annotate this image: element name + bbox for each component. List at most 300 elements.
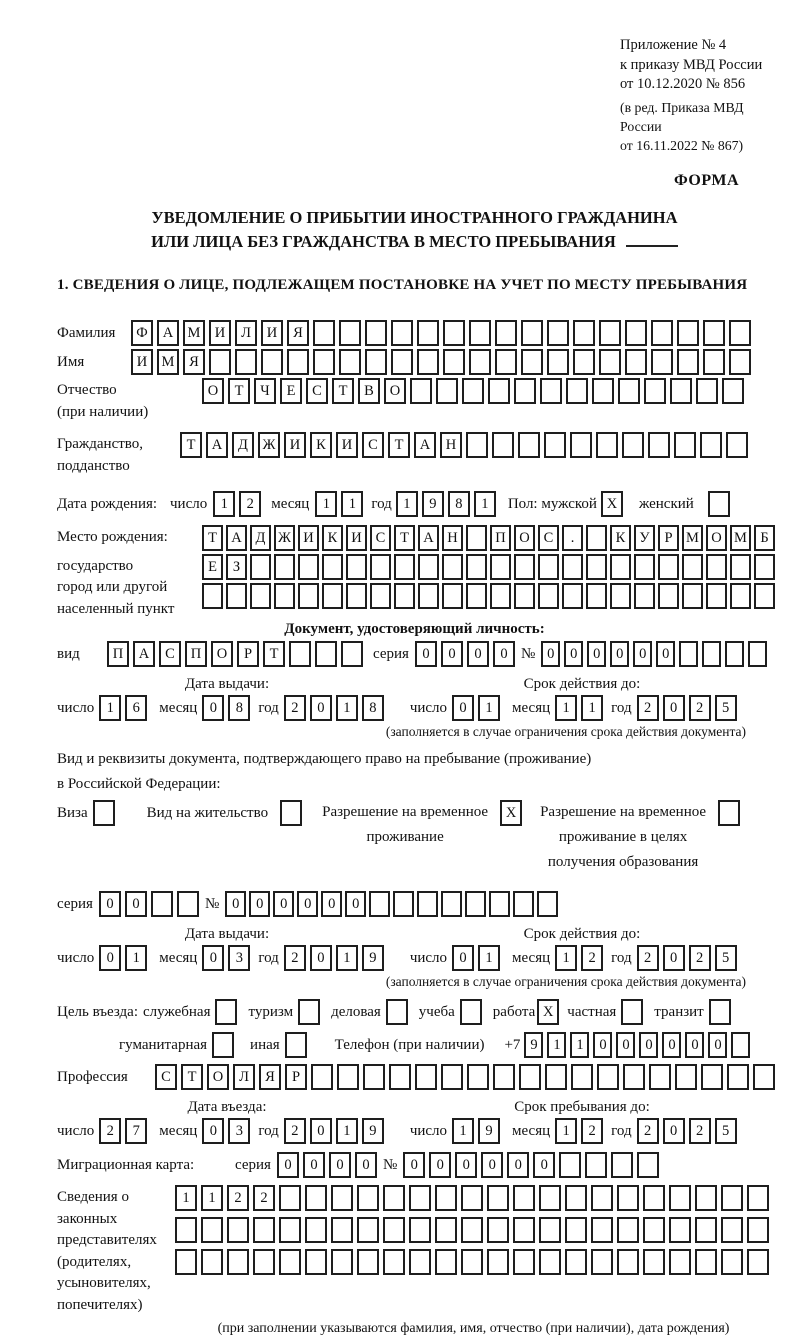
birth-place-cell[interactable]: О — [514, 525, 535, 551]
representative-cell[interactable] — [435, 1249, 457, 1275]
surname-cell[interactable] — [495, 320, 517, 346]
stay-month-cell[interactable]: 2 — [581, 1118, 603, 1144]
doc-type-cell[interactable]: Т — [263, 641, 285, 667]
representative-cell[interactable] — [279, 1217, 301, 1243]
birth-place-cell[interactable] — [490, 554, 511, 580]
mc-number-cell[interactable]: 0 — [481, 1152, 503, 1178]
birth-place-cell[interactable] — [682, 554, 703, 580]
patronymic-cell[interactable] — [722, 378, 744, 404]
representative-cell[interactable] — [461, 1185, 483, 1211]
profession-cell[interactable] — [337, 1064, 359, 1090]
phone-digit-cell[interactable]: 0 — [662, 1032, 681, 1058]
representative-cell[interactable] — [357, 1217, 379, 1243]
representative-cell[interactable] — [539, 1185, 561, 1211]
representative-cell[interactable] — [643, 1185, 665, 1211]
representative-cell[interactable] — [643, 1217, 665, 1243]
representative-cell[interactable] — [435, 1217, 457, 1243]
birth-place-cell[interactable] — [586, 554, 607, 580]
birth-place-cell[interactable] — [466, 554, 487, 580]
residence-number-cell[interactable]: 0 — [273, 891, 294, 917]
stay-month-cell[interactable]: 1 — [555, 1118, 577, 1144]
surname-cell[interactable] — [599, 320, 621, 346]
birth-place-cell[interactable]: И — [298, 525, 319, 551]
given-name-cell[interactable] — [339, 349, 361, 375]
given-name-cell[interactable] — [235, 349, 257, 375]
phone-digit-cell[interactable]: 9 — [524, 1032, 543, 1058]
citizenship-cell[interactable] — [596, 432, 618, 458]
validity-year-cell[interactable]: 2 — [637, 945, 659, 971]
birth-place-cell[interactable]: А — [418, 525, 439, 551]
representative-cell[interactable] — [695, 1185, 717, 1211]
citizenship-cell[interactable] — [674, 432, 696, 458]
mc-series-cell[interactable]: 0 — [329, 1152, 351, 1178]
patronymic-cell[interactable] — [670, 378, 692, 404]
validity-month-cell[interactable]: 1 — [555, 695, 577, 721]
profession-cell[interactable] — [363, 1064, 385, 1090]
doc-type-cell[interactable] — [289, 641, 311, 667]
residence-number-cell[interactable] — [441, 891, 462, 917]
profession-cell[interactable] — [597, 1064, 619, 1090]
entry-day-cell[interactable]: 7 — [125, 1118, 147, 1144]
given-name-cell[interactable]: М — [157, 349, 179, 375]
birth-place-cell[interactable]: Т — [394, 525, 415, 551]
birth-place-cell[interactable] — [202, 583, 223, 609]
birth-place-cell[interactable] — [418, 583, 439, 609]
issue-year-cell[interactable]: 1 — [336, 695, 358, 721]
entry-day-cell[interactable]: 2 — [99, 1118, 121, 1144]
birth-place-cell[interactable] — [466, 583, 487, 609]
birth-place-cell[interactable] — [706, 583, 727, 609]
surname-cell[interactable] — [417, 320, 439, 346]
profession-cell[interactable]: Л — [233, 1064, 255, 1090]
representative-cell[interactable] — [331, 1249, 353, 1275]
issue-month-cell[interactable]: 3 — [228, 945, 250, 971]
surname-cell[interactable]: Л — [235, 320, 257, 346]
doc-number-cell[interactable]: 0 — [587, 641, 606, 667]
birth-place-cell[interactable]: К — [610, 525, 631, 551]
citizenship-cell[interactable]: С — [362, 432, 384, 458]
representative-cell[interactable] — [487, 1185, 509, 1211]
birth-place-cell[interactable]: И — [346, 525, 367, 551]
given-name-cell[interactable] — [209, 349, 231, 375]
birth-place-cell[interactable] — [754, 554, 775, 580]
profession-cell[interactable] — [675, 1064, 697, 1090]
patronymic-cell[interactable] — [540, 378, 562, 404]
representative-cell[interactable] — [539, 1249, 561, 1275]
purpose-humanitarian-cell[interactable] — [212, 1032, 234, 1058]
birth-place-cell[interactable] — [586, 525, 607, 551]
doc-type-cell[interactable]: О — [211, 641, 233, 667]
birth-place-cell[interactable] — [658, 583, 679, 609]
birth-place-cell[interactable] — [346, 554, 367, 580]
doc-number-cell[interactable]: 0 — [610, 641, 629, 667]
doc-number-cell[interactable] — [679, 641, 698, 667]
doc-series-cell[interactable]: 0 — [493, 641, 515, 667]
representative-cell[interactable] — [201, 1249, 223, 1275]
representative-cell[interactable] — [409, 1217, 431, 1243]
representative-cell[interactable]: 1 — [175, 1185, 197, 1211]
purpose-official-cell[interactable] — [215, 999, 237, 1025]
doc-number-cell[interactable] — [702, 641, 721, 667]
mc-number-cell[interactable] — [611, 1152, 633, 1178]
validity-year-cell[interactable]: 2 — [689, 695, 711, 721]
phone-digit-cell[interactable]: 1 — [547, 1032, 566, 1058]
issue-year-cell[interactable]: 2 — [284, 945, 306, 971]
issue-month-cell[interactable]: 0 — [202, 695, 224, 721]
citizenship-cell[interactable] — [622, 432, 644, 458]
profession-cell[interactable] — [727, 1064, 749, 1090]
representative-cell[interactable] — [305, 1217, 327, 1243]
birth-place-cell[interactable] — [658, 554, 679, 580]
representative-cell[interactable] — [669, 1249, 691, 1275]
doc-type-cell[interactable]: А — [133, 641, 155, 667]
representative-cell[interactable] — [669, 1217, 691, 1243]
mc-series-cell[interactable]: 0 — [277, 1152, 299, 1178]
surname-cell[interactable] — [703, 320, 725, 346]
given-name-cell[interactable]: И — [131, 349, 153, 375]
doc-type-cell[interactable] — [315, 641, 337, 667]
representative-cell[interactable]: 2 — [227, 1185, 249, 1211]
birth-place-cell[interactable] — [562, 583, 583, 609]
given-name-cell[interactable] — [469, 349, 491, 375]
profession-cell[interactable] — [753, 1064, 775, 1090]
mc-number-cell[interactable]: 0 — [429, 1152, 451, 1178]
issue-day-cell[interactable]: 1 — [125, 945, 147, 971]
birth-place-cell[interactable] — [634, 554, 655, 580]
phone-digit-cell[interactable]: 0 — [616, 1032, 635, 1058]
profession-cell[interactable] — [571, 1064, 593, 1090]
entry-month-cell[interactable]: 3 — [228, 1118, 250, 1144]
doc-number-cell[interactable] — [725, 641, 744, 667]
citizenship-cell[interactable] — [726, 432, 748, 458]
citizenship-cell[interactable] — [648, 432, 670, 458]
profession-cell[interactable] — [545, 1064, 567, 1090]
representative-cell[interactable] — [409, 1185, 431, 1211]
doc-number-cell[interactable]: 0 — [564, 641, 583, 667]
doc-number-cell[interactable]: 0 — [541, 641, 560, 667]
birth-place-cell[interactable] — [370, 583, 391, 609]
birth-place-cell[interactable] — [466, 525, 487, 551]
birth-place-cell[interactable] — [370, 554, 391, 580]
birth-place-cell[interactable] — [442, 583, 463, 609]
phone-digit-cell[interactable] — [731, 1032, 750, 1058]
doc-series-cell[interactable]: 0 — [467, 641, 489, 667]
birth-place-cell[interactable]: Б — [754, 525, 775, 551]
residence-number-cell[interactable] — [369, 891, 390, 917]
citizenship-cell[interactable]: А — [414, 432, 436, 458]
purpose-tourism-cell[interactable] — [298, 999, 320, 1025]
patronymic-cell[interactable] — [410, 378, 432, 404]
mc-series-cell[interactable]: 0 — [355, 1152, 377, 1178]
birth-place-cell[interactable] — [730, 554, 751, 580]
representative-cell[interactable] — [513, 1217, 535, 1243]
surname-cell[interactable] — [547, 320, 569, 346]
representative-cell[interactable] — [617, 1217, 639, 1243]
surname-cell[interactable]: Ф — [131, 320, 153, 346]
residence-number-cell[interactable] — [393, 891, 414, 917]
mc-number-cell[interactable]: 0 — [403, 1152, 425, 1178]
citizenship-cell[interactable] — [700, 432, 722, 458]
representative-cell[interactable] — [409, 1249, 431, 1275]
doc-type-cell[interactable]: Р — [237, 641, 259, 667]
rvpo-checkbox-cell[interactable] — [718, 800, 740, 826]
representative-cell[interactable] — [617, 1249, 639, 1275]
doc-series-cell[interactable]: 0 — [441, 641, 463, 667]
birth-place-cell[interactable] — [610, 554, 631, 580]
patronymic-cell[interactable]: Т — [332, 378, 354, 404]
validity-year-cell[interactable]: 2 — [637, 695, 659, 721]
birth-place-cell[interactable] — [322, 583, 343, 609]
phone-digit-cell[interactable]: 0 — [685, 1032, 704, 1058]
representative-cell[interactable] — [279, 1249, 301, 1275]
representative-cell[interactable] — [565, 1217, 587, 1243]
profession-cell[interactable] — [311, 1064, 333, 1090]
surname-cell[interactable] — [365, 320, 387, 346]
validity-year-cell[interactable]: 0 — [663, 695, 685, 721]
purpose-work-cell[interactable]: X — [537, 999, 559, 1025]
representative-cell[interactable] — [695, 1249, 717, 1275]
validity-year-cell[interactable]: 5 — [715, 695, 737, 721]
stay-day-cell[interactable]: 1 — [452, 1118, 474, 1144]
residence-number-cell[interactable]: 0 — [225, 891, 246, 917]
birth-place-cell[interactable]: К — [322, 525, 343, 551]
representative-cell[interactable] — [227, 1217, 249, 1243]
birth-year-cell[interactable]: 1 — [474, 491, 496, 517]
residence-series-cell[interactable] — [177, 891, 199, 917]
surname-cell[interactable] — [651, 320, 673, 346]
representative-cell[interactable] — [461, 1217, 483, 1243]
birth-place-cell[interactable]: М — [682, 525, 703, 551]
citizenship-cell[interactable]: К — [310, 432, 332, 458]
birth-place-cell[interactable]: А — [226, 525, 247, 551]
surname-cell[interactable]: М — [183, 320, 205, 346]
birth-place-cell[interactable]: У — [634, 525, 655, 551]
patronymic-cell[interactable]: О — [202, 378, 224, 404]
birth-place-cell[interactable] — [514, 583, 535, 609]
representative-cell[interactable] — [643, 1249, 665, 1275]
representative-cell[interactable] — [461, 1249, 483, 1275]
profession-cell[interactable]: Р — [285, 1064, 307, 1090]
residence-number-cell[interactable] — [537, 891, 558, 917]
issue-year-cell[interactable]: 2 — [284, 695, 306, 721]
given-name-cell[interactable] — [391, 349, 413, 375]
purpose-transit-cell[interactable] — [709, 999, 731, 1025]
citizenship-cell[interactable]: Т — [388, 432, 410, 458]
given-name-cell[interactable] — [625, 349, 647, 375]
patronymic-cell[interactable] — [592, 378, 614, 404]
birth-place-cell[interactable] — [490, 583, 511, 609]
mc-number-cell[interactable]: 0 — [533, 1152, 555, 1178]
entry-year-cell[interactable]: 1 — [336, 1118, 358, 1144]
sex-female-checkbox-cell[interactable] — [708, 491, 730, 517]
stay-year-cell[interactable]: 2 — [637, 1118, 659, 1144]
given-name-cell[interactable] — [573, 349, 595, 375]
given-name-cell[interactable] — [495, 349, 517, 375]
given-name-cell[interactable] — [651, 349, 673, 375]
birth-place-cell[interactable] — [442, 554, 463, 580]
birth-place-cell[interactable] — [322, 554, 343, 580]
representative-cell[interactable] — [331, 1217, 353, 1243]
doc-number-cell[interactable] — [748, 641, 767, 667]
given-name-cell[interactable] — [417, 349, 439, 375]
birth-year-cell[interactable]: 8 — [448, 491, 470, 517]
birth-place-cell[interactable] — [682, 583, 703, 609]
mc-number-cell[interactable] — [637, 1152, 659, 1178]
doc-type-cell[interactable]: С — [159, 641, 181, 667]
birth-place-cell[interactable]: Р — [658, 525, 679, 551]
validity-year-cell[interactable]: 5 — [715, 945, 737, 971]
representative-cell[interactable] — [357, 1185, 379, 1211]
purpose-study-cell[interactable] — [460, 999, 482, 1025]
birth-year-cell[interactable]: 9 — [422, 491, 444, 517]
residence-number-cell[interactable]: 0 — [297, 891, 318, 917]
validity-day-cell[interactable]: 0 — [452, 945, 474, 971]
birth-place-cell[interactable] — [394, 583, 415, 609]
stay-year-cell[interactable]: 0 — [663, 1118, 685, 1144]
birth-place-cell[interactable]: Н — [442, 525, 463, 551]
birth-place-cell[interactable] — [610, 583, 631, 609]
birth-place-cell[interactable] — [226, 583, 247, 609]
patronymic-cell[interactable] — [618, 378, 640, 404]
representative-cell[interactable] — [617, 1185, 639, 1211]
representative-cell[interactable]: 2 — [253, 1185, 275, 1211]
phone-digit-cell[interactable]: 0 — [639, 1032, 658, 1058]
visa-checkbox-cell[interactable] — [93, 800, 115, 826]
given-name-cell[interactable] — [261, 349, 283, 375]
birth-place-cell[interactable] — [586, 583, 607, 609]
representative-cell[interactable] — [487, 1249, 509, 1275]
phone-digit-cell[interactable]: 0 — [593, 1032, 612, 1058]
representative-cell[interactable] — [747, 1217, 769, 1243]
purpose-private-cell[interactable] — [621, 999, 643, 1025]
profession-cell[interactable]: С — [155, 1064, 177, 1090]
surname-cell[interactable]: А — [157, 320, 179, 346]
representative-cell[interactable] — [721, 1249, 743, 1275]
representative-cell[interactable] — [227, 1249, 249, 1275]
representative-cell[interactable] — [253, 1217, 275, 1243]
residence-series-cell[interactable] — [151, 891, 173, 917]
mc-number-cell[interactable]: 0 — [507, 1152, 529, 1178]
representative-cell[interactable] — [565, 1249, 587, 1275]
patronymic-cell[interactable]: Т — [228, 378, 250, 404]
rvp-checkbox-cell[interactable]: X — [500, 800, 522, 826]
birth-place-cell[interactable] — [754, 583, 775, 609]
residence-number-cell[interactable]: 0 — [345, 891, 366, 917]
birth-place-cell[interactable]: . — [562, 525, 583, 551]
representative-cell[interactable] — [695, 1217, 717, 1243]
issue-year-cell[interactable]: 0 — [310, 695, 332, 721]
birth-year-cell[interactable]: 1 — [396, 491, 418, 517]
patronymic-cell[interactable]: Е — [280, 378, 302, 404]
surname-cell[interactable] — [443, 320, 465, 346]
validity-day-cell[interactable]: 1 — [478, 695, 500, 721]
patronymic-cell[interactable] — [462, 378, 484, 404]
phone-digit-cell[interactable]: 0 — [708, 1032, 727, 1058]
representative-cell[interactable] — [175, 1249, 197, 1275]
representative-cell[interactable] — [513, 1249, 535, 1275]
residence-permit-checkbox-cell[interactable] — [280, 800, 302, 826]
stay-day-cell[interactable]: 9 — [478, 1118, 500, 1144]
birth-place-cell[interactable] — [298, 554, 319, 580]
representative-cell[interactable] — [565, 1185, 587, 1211]
issue-month-cell[interactable]: 8 — [228, 695, 250, 721]
representative-cell[interactable] — [279, 1185, 301, 1211]
issue-year-cell[interactable]: 1 — [336, 945, 358, 971]
mc-series-cell[interactable]: 0 — [303, 1152, 325, 1178]
profession-cell[interactable]: Я — [259, 1064, 281, 1090]
validity-year-cell[interactable]: 2 — [689, 945, 711, 971]
representative-cell[interactable] — [721, 1217, 743, 1243]
birth-place-cell[interactable] — [538, 583, 559, 609]
profession-cell[interactable] — [701, 1064, 723, 1090]
doc-number-cell[interactable]: 0 — [656, 641, 675, 667]
residence-number-cell[interactable] — [465, 891, 486, 917]
patronymic-cell[interactable] — [566, 378, 588, 404]
citizenship-cell[interactable] — [492, 432, 514, 458]
surname-cell[interactable]: Я — [287, 320, 309, 346]
birth-month-cell[interactable]: 1 — [315, 491, 337, 517]
birth-place-cell[interactable] — [706, 554, 727, 580]
residence-number-cell[interactable] — [513, 891, 534, 917]
citizenship-cell[interactable]: Д — [232, 432, 254, 458]
purpose-other-cell[interactable] — [285, 1032, 307, 1058]
given-name-cell[interactable]: Я — [183, 349, 205, 375]
stay-year-cell[interactable]: 2 — [689, 1118, 711, 1144]
citizenship-cell[interactable]: А — [206, 432, 228, 458]
birth-place-cell[interactable]: О — [706, 525, 727, 551]
profession-cell[interactable] — [467, 1064, 489, 1090]
representative-cell[interactable] — [253, 1249, 275, 1275]
patronymic-cell[interactable] — [696, 378, 718, 404]
birth-place-cell[interactable] — [346, 583, 367, 609]
doc-series-cell[interactable]: 0 — [415, 641, 437, 667]
representative-cell[interactable] — [747, 1185, 769, 1211]
entry-year-cell[interactable]: 0 — [310, 1118, 332, 1144]
representative-cell[interactable] — [487, 1217, 509, 1243]
birth-month-cell[interactable]: 1 — [341, 491, 363, 517]
representative-cell[interactable] — [591, 1185, 613, 1211]
sex-male-checkbox-cell[interactable]: X — [601, 491, 623, 517]
representative-cell[interactable] — [305, 1185, 327, 1211]
birth-day-cell[interactable]: 2 — [239, 491, 261, 517]
birth-place-cell[interactable] — [634, 583, 655, 609]
given-name-cell[interactable] — [729, 349, 751, 375]
birth-place-cell[interactable]: П — [490, 525, 511, 551]
birth-place-cell[interactable]: Т — [202, 525, 223, 551]
patronymic-cell[interactable] — [488, 378, 510, 404]
birth-place-cell[interactable] — [274, 583, 295, 609]
birth-place-cell[interactable] — [274, 554, 295, 580]
issue-day-cell[interactable]: 0 — [99, 945, 121, 971]
birth-place-cell[interactable] — [394, 554, 415, 580]
given-name-cell[interactable] — [547, 349, 569, 375]
representative-cell[interactable] — [591, 1249, 613, 1275]
citizenship-cell[interactable] — [544, 432, 566, 458]
surname-cell[interactable] — [391, 320, 413, 346]
profession-cell[interactable] — [389, 1064, 411, 1090]
representative-cell[interactable] — [747, 1249, 769, 1275]
given-name-cell[interactable] — [521, 349, 543, 375]
issue-day-cell[interactable]: 1 — [99, 695, 121, 721]
validity-day-cell[interactable]: 1 — [478, 945, 500, 971]
representative-cell[interactable] — [357, 1249, 379, 1275]
issue-year-cell[interactable]: 8 — [362, 695, 384, 721]
birth-place-cell[interactable] — [538, 554, 559, 580]
surname-cell[interactable] — [677, 320, 699, 346]
mc-number-cell[interactable]: 0 — [455, 1152, 477, 1178]
surname-cell[interactable] — [729, 320, 751, 346]
profession-cell[interactable]: Т — [181, 1064, 203, 1090]
